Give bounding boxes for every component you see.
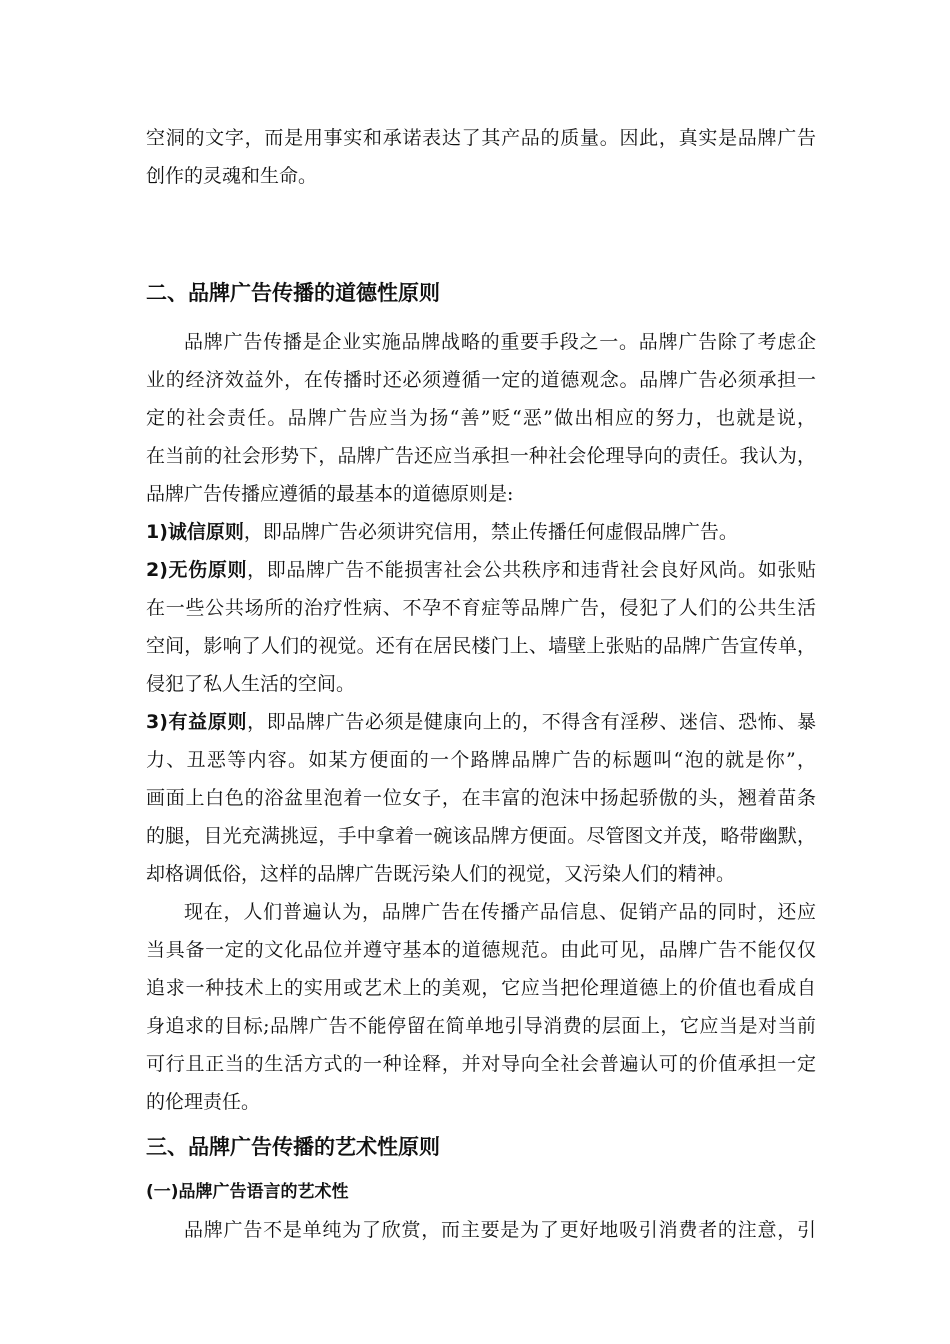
text-line: 品牌广告传播是企业实施品牌战略的重要手段之一。品牌广告除了考虑企 (184, 331, 816, 353)
text-line: 品牌广告传播应遵循的最基本的道德原则是: (146, 483, 514, 505)
document-page (146, 119, 816, 1249)
text-line: 空洞的文字，而是用事实和承诺表达了其产品的质量。因此，真实是品牌广告 (146, 127, 816, 149)
subsection-heading: (一)品牌广告语言的艺术性 (146, 1182, 349, 1202)
text-line: 身追求的目标;品牌广告不能停留在简单地引导消费的层面上，它应当是对当前 (146, 1015, 816, 1037)
text-line: 在一些公共场所的治疗性病、不孕不育症等品牌广告，侵犯了人们的公共生活 (146, 597, 816, 619)
text-line: 侵犯了私人生活的空间。 (146, 673, 356, 695)
section-heading: 二、品牌广告传播的道德性原则 (146, 281, 440, 305)
principle-item-3 (146, 703, 816, 893)
text-line: 画面上白色的浴盆里泡着一位女子，在丰富的泡沫中扬起骄傲的头，翘着苗条 (146, 787, 816, 809)
text-line: 创作的灵魂和生命。 (146, 165, 318, 187)
principle-item-2 (146, 551, 816, 703)
section-heading: 三、品牌广告传播的艺术性原则 (146, 1135, 440, 1159)
text-line: 的腿，目光充满挑逗，手中拿着一碗该品牌方便面。尽管图文并茂，略带幽默， (146, 825, 816, 847)
section2-paragraph-2 (146, 893, 816, 1121)
principle-item-1 (146, 513, 816, 551)
text-line: 品牌广告不是单纯为了欣赏，而主要是为了更好地吸引消费者的注意，引 (184, 1219, 816, 1241)
text-segment: ，即品牌广告必须讲究信用，禁止传播任何虚假品牌广告。 (243, 521, 738, 543)
text-line: 可行且正当的生活方式的一种诠释，并对导向全社会普遍认可的价值承担一定 (146, 1053, 816, 1075)
text-line: 业的经济效益外，在传播时还必须遵循一定的道德观念。品牌广告必须承担一 (146, 369, 816, 391)
text-line: 在当前的社会形势下，品牌广告还应当承担一种社会伦理导向的责任。我认为， (146, 445, 816, 467)
principle-lead: 2)无伤原则 (146, 559, 248, 581)
intro-paragraph (146, 119, 816, 195)
text-line: 定的社会责任。品牌广告应当为扬“善”贬“恶”做出相应的努力，也就是说， (146, 407, 816, 429)
text-line: 力、丑恶等内容。如某方便面的一个路牌品牌广告的标题叫“泡的就是你”， (146, 749, 816, 771)
principle-lead: 3)有益原则 (146, 711, 248, 733)
text-line: 追求一种技术上的实用或艺术上的美观，它应当把伦理道德上的价值也看成自 (146, 977, 816, 999)
text-segment: ，即品牌广告必须是健康向上的，不得含有淫秽、迷信、恐怖、暴 (247, 711, 816, 733)
text-line: 却格调低俗，这样的品牌广告既污染人们的视觉，又污染人们的精神。 (146, 863, 736, 885)
section2-paragraph-1 (146, 323, 816, 513)
text-line: 空间，影响了人们的视觉。还有在居民楼门上、墙壁上张贴的品牌广告宣传单， (146, 635, 816, 657)
text-line: 现在，人们普遍认为，品牌广告在传播产品信息、促销产品的同时，还应 (184, 901, 816, 923)
text-segment: ，即品牌广告不能损害社会公共秩序和违背社会良好风尚。如张贴 (247, 559, 816, 581)
principle-lead: 1)诚信原则 (146, 521, 244, 543)
text-line: 当具备一定的文化品位并遵守基本的道德规范。由此可见，品牌广告不能仅仅 (146, 939, 816, 961)
section3-paragraph-1 (146, 1211, 816, 1249)
text-line: 的伦理责任。 (146, 1091, 261, 1113)
